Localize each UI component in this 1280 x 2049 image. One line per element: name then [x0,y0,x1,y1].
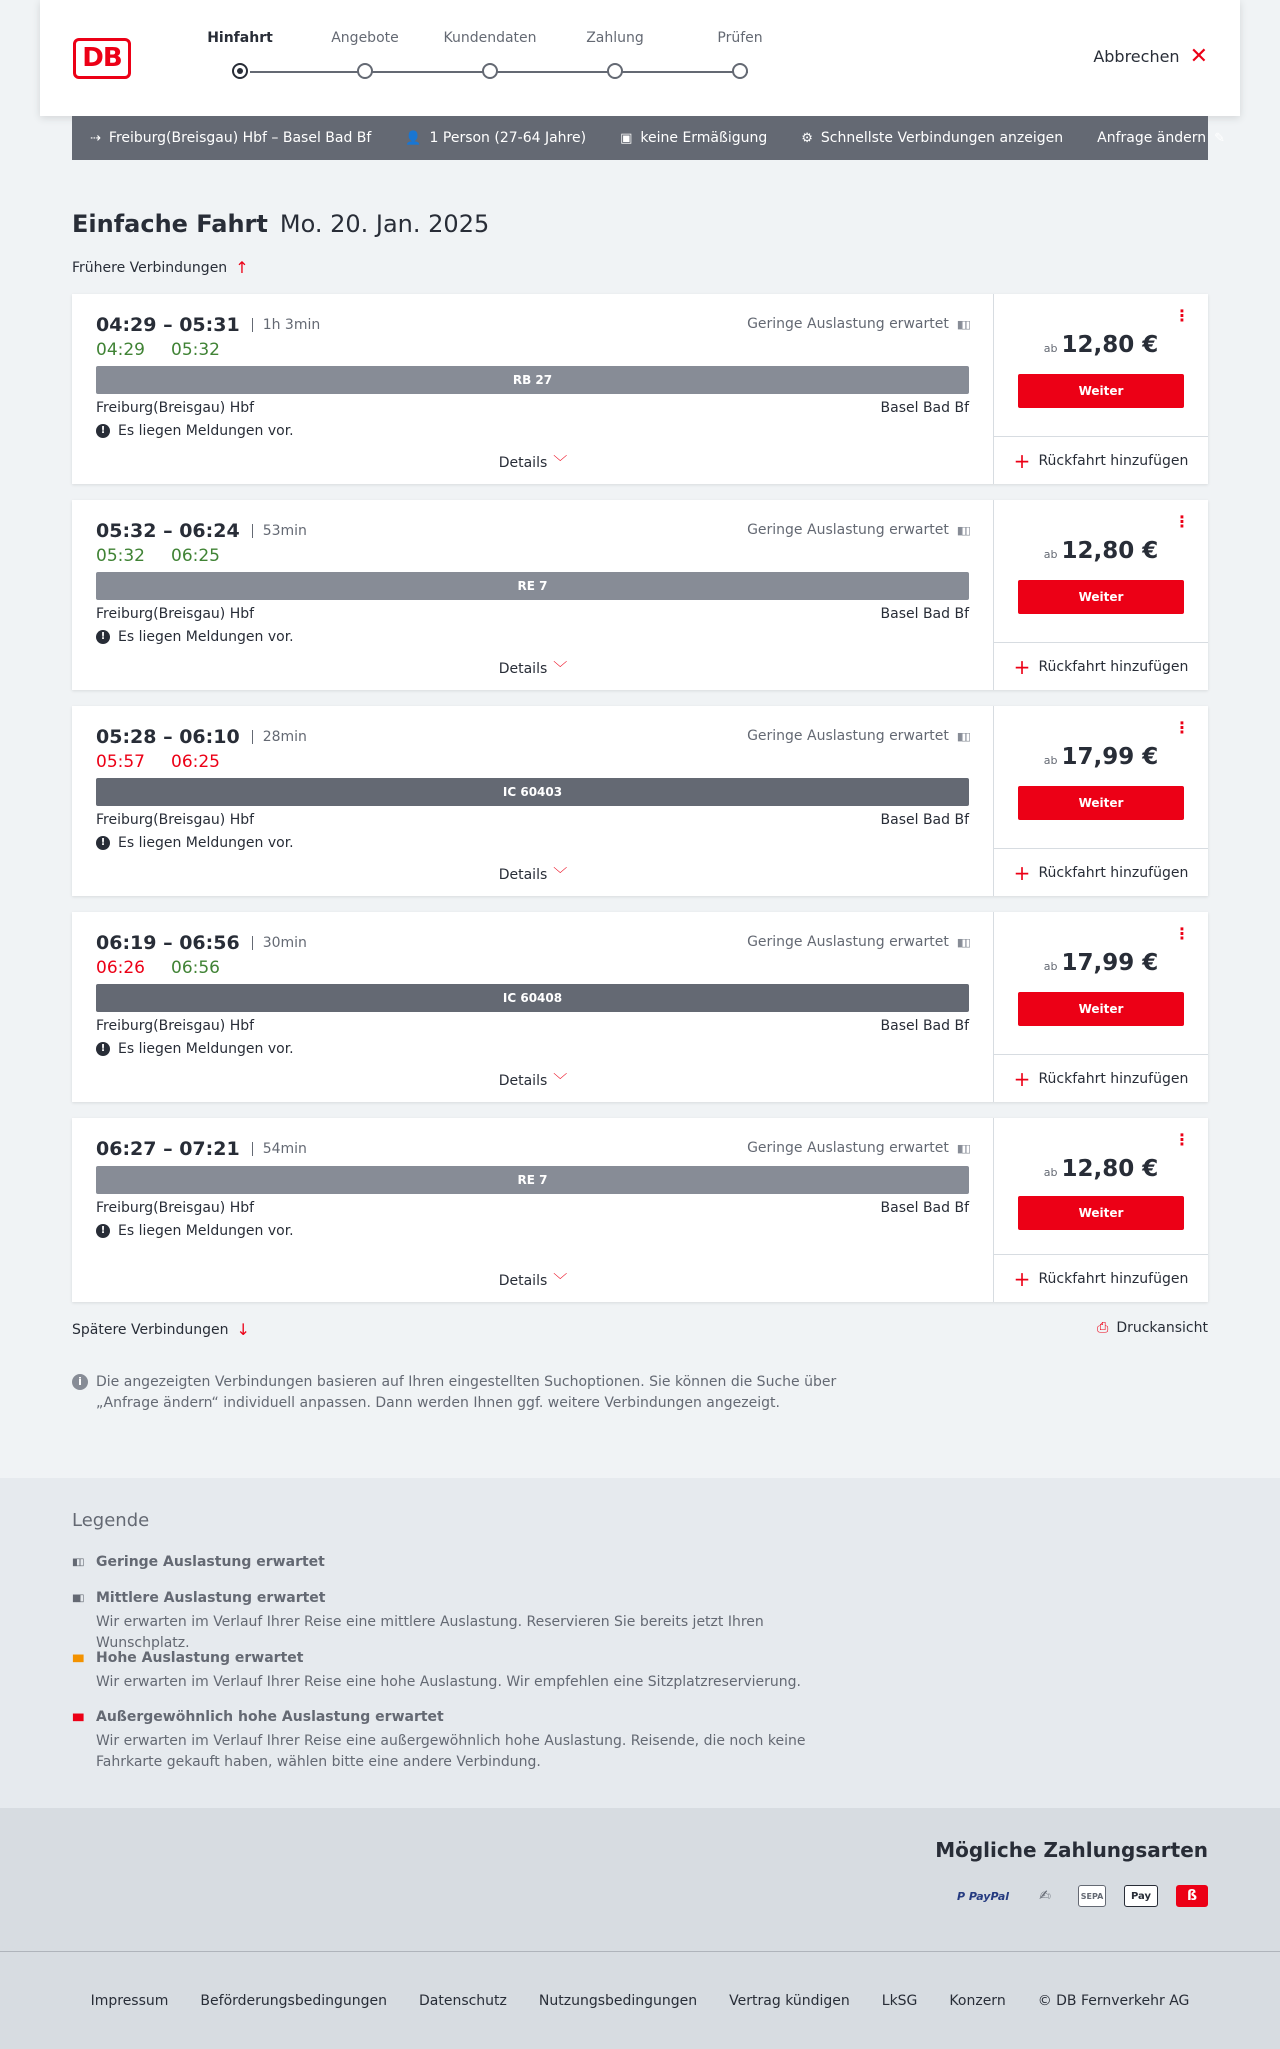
direct-debit-icon: ✍ [1039,1888,1051,1904]
scheduled-times-text: 06:27 – 07:21 [96,1138,240,1160]
legend-item [72,1590,852,1654]
low-load-icon: ▮▯▯ [956,317,969,331]
legend-item-head [72,1590,852,1606]
high-load-icon: ▮▮▮ [72,1652,83,1664]
connection-info [72,500,994,690]
stations [96,606,969,622]
low-load-icon: ▮▯▯ [956,935,969,949]
very-high-load-icon: ▮▮▮ [72,1711,83,1723]
card-icon: ▣ [620,130,633,146]
legend-item-desc: Wir erwarten im Verlauf Ihrer Reise eine außergewöhnlich hohe Auslastung. Reisende, die noch keine Fahrkarte gekauft haben, wählen bitte eine andere Verbindung. [96,1733,806,1770]
price-prefix: ab [1043,754,1058,767]
scheduled-times-text: 04:29 – 05:31 [96,314,240,336]
price-prefix: ab [1043,548,1058,561]
price-panel [994,294,1208,484]
origin-station: Freiburg(Breisgau) Hbf [96,1200,255,1216]
progress-stepper [180,30,820,90]
chevron-down-icon: ﹀ [553,1073,568,1089]
legend-item [72,1709,852,1773]
connection-info [72,912,994,1102]
legend-item-head [72,1650,852,1666]
connection-card [72,500,1208,690]
legend-item [72,1554,852,1570]
price-panel [994,706,1208,896]
apple-pay-icon: Pay [1124,1885,1158,1907]
step-label: Kundendaten [443,30,537,46]
add-return-button[interactable] [994,436,1208,484]
header [40,0,1240,116]
connection-card [72,706,1208,896]
price-value: 12,80 € [1061,1156,1159,1182]
stations [96,1018,969,1034]
trip-type-title: Einfache Fahrt [72,210,268,238]
step-kundendaten [430,30,550,79]
message-text: Es liegen Meldungen vor. [118,1041,294,1057]
realtime-arrival: 06:25 [171,752,220,772]
realtime-arrival: 06:25 [171,546,220,566]
scheduled-times-text: 05:32 – 06:24 [96,520,240,542]
origin-station: Freiburg(Breisgau) Hbf [96,812,255,828]
earlier-connections-label: Frühere Verbindungen [72,259,228,276]
route-summary[interactable] [90,130,371,146]
details-toggle[interactable] [72,658,994,678]
load-text: Geringe Auslastung erwartet [747,728,949,744]
sepa-icon: SEPA [1078,1885,1106,1907]
paypal-icon: P PayPal [956,1889,1010,1903]
weiter-button[interactable]: Weiter [1018,1196,1184,1230]
print-view-link[interactable] [1097,1320,1208,1336]
later-connections-link[interactable] [72,1320,250,1339]
footer-link-impressum[interactable]: Impressum [90,1992,169,2009]
price-prefix: ab [1043,342,1058,355]
cancel-button[interactable] [1093,43,1208,69]
change-request-label: Anfrage ändern [1097,130,1207,146]
destination-station: Basel Bad Bf [880,1018,969,1034]
route-arrow-icon: ⇢ [90,130,101,146]
footer-link-befoerderungsbedingungen[interactable]: Beförderungsbedingungen [200,1992,387,2009]
weiter-button[interactable]: Weiter [1018,992,1184,1026]
alert-icon: ! [96,1042,110,1056]
info-icon: i [72,1374,88,1390]
low-load-icon: ▮▯▯ [956,729,969,743]
price [994,950,1208,976]
stations [96,400,969,416]
add-return-label: Rückfahrt hinzufügen [1038,1070,1189,1087]
scheduled-times [96,520,307,542]
connection-card [72,1118,1208,1302]
duration: 30min [252,936,307,950]
price-value: 17,99 € [1061,744,1159,770]
duration: 1h 3min [252,318,321,332]
load-text: Geringe Auslastung erwartet [747,934,949,950]
route-text: Freiburg(Breisgau) Hbf – Basel Bad Bf [108,130,372,146]
scheduled-times-text: 05:28 – 06:10 [96,726,240,748]
load-indicator [747,522,969,538]
train-bar[interactable]: RE 7 [96,572,969,600]
footer-link-nutzungsbedingungen[interactable]: Nutzungsbedingungen [538,1992,698,2009]
realtime-arrival: 06:56 [171,958,220,978]
realtime-times [96,958,220,978]
origin-station: Freiburg(Breisgau) Hbf [96,606,255,622]
more-options-icon[interactable]: ⋮ [1174,924,1190,943]
footer-link-vertrag-kuendigen[interactable]: Vertrag kündigen [729,1992,850,2009]
price-prefix: ab [1043,1166,1058,1179]
duration: 28min [252,730,307,744]
message-notice [96,1223,294,1239]
details-toggle[interactable] [72,1270,994,1290]
legend-item-head [72,1709,852,1725]
realtime-times [96,546,220,566]
price [994,744,1208,770]
chevron-down-icon: ﹀ [553,661,568,677]
chevron-down-icon: ﹀ [553,455,568,471]
train-bar[interactable]: IC 60408 [96,984,969,1012]
chevron-down-icon: ﹀ [553,1273,568,1289]
arrow-down-icon: ↓ [236,1320,250,1339]
legend-item-desc: Wir erwarten im Verlauf Ihrer Reise eine mittlere Auslastung. Reservieren Sie bereits jetzt Ihren Wunschplatz. [96,1614,764,1651]
footer [0,1952,1280,2049]
more-options-icon[interactable]: ⋮ [1174,512,1190,531]
step-zahlung [555,30,675,79]
load-indicator [747,934,969,950]
option-text: Schnellste Verbindungen anzeigen [820,130,1064,146]
alert-icon: ! [96,836,110,850]
load-indicator [747,316,969,332]
discount-summary[interactable] [620,130,767,146]
later-connections-label: Spätere Verbindungen [72,1321,229,1338]
alert-icon: ! [96,424,110,438]
realtime-times [96,752,220,772]
duration: 53min [252,524,307,538]
duration: 54min [252,1142,307,1156]
footer-link-konzern[interactable]: Konzern [949,1992,1006,2009]
alert-icon: ! [96,630,110,644]
medium-load-icon: ▮▮▯ [72,1592,83,1604]
message-notice [96,835,294,851]
legend-item-title: Außergewöhnlich hohe Auslastung erwartet [96,1709,444,1725]
details-label: Details [498,867,548,883]
step-label: Angebote [331,30,399,46]
payment-title: Mögliche Zahlungsarten [935,1838,1208,1862]
close-icon: ✕ [1189,43,1208,69]
step-label: Hinfahrt [207,30,273,46]
connection-card [72,294,1208,484]
plus-icon: + [1013,1066,1031,1091]
earlier-connections-link[interactable] [72,258,249,277]
option-summary[interactable] [801,130,1063,146]
realtime-arrival: 05:32 [171,340,220,360]
weiter-button[interactable]: Weiter [1018,374,1184,408]
step-dot [232,63,248,79]
legend-item-head [72,1554,852,1570]
info-text: Die angezeigten Verbindungen basieren auf Ihren eingestellten Suchoptionen. Sie können die Suche über „Anfrage ändern“ individuell anpassen. Dann werden Ihnen ggf. weitere Verbindungen angezeigt. [96,1374,837,1411]
plus-icon: + [1013,654,1031,679]
scheduled-times [96,932,307,954]
message-text: Es liegen Meldungen vor. [118,423,294,439]
step-dot [607,63,623,79]
footer-link-lksg[interactable]: LkSG [881,1992,918,2009]
discount-text: keine Ermäßigung [640,130,768,146]
payment-icons [954,1885,1208,1907]
message-notice [96,423,294,439]
price [994,538,1208,564]
alert-icon: ! [96,1224,110,1238]
step-pruefen [680,30,800,79]
details-label: Details [498,661,548,677]
legend-item-desc: Wir erwarten im Verlauf Ihrer Reise eine hohe Auslastung. Wir empfehlen eine Sitzplatzreservierung. [96,1674,801,1690]
db-bonus-icon: ß [1176,1885,1208,1907]
change-request-button[interactable] [1097,130,1225,146]
add-return-button[interactable] [994,1254,1208,1302]
plus-icon: + [1013,860,1031,885]
realtime-departure: 06:26 [96,958,145,978]
person-icon: 👤 [405,130,422,146]
scheduled-times [96,1138,307,1160]
details-label: Details [498,1273,548,1289]
message-text: Es liegen Meldungen vor. [118,629,294,645]
stations [96,1200,969,1216]
add-return-label: Rückfahrt hinzufügen [1038,864,1189,881]
plus-icon: + [1013,448,1031,473]
weiter-button[interactable]: Weiter [1018,580,1184,614]
payment-methods-section [0,1808,1280,1952]
price-prefix: ab [1043,960,1058,973]
printer-icon: ⎙ [1097,1320,1109,1336]
settings-sliders-icon: ⚙ [801,130,813,146]
footer-link-datenschutz[interactable]: Datenschutz [418,1992,507,2009]
train-bar[interactable]: RE 7 [96,1166,969,1194]
stations [96,812,969,828]
add-return-label: Rückfahrt hinzufügen [1038,452,1189,469]
realtime-departure: 05:32 [96,546,145,566]
price-panel [994,1118,1208,1302]
page-title [72,210,489,238]
train-bar[interactable]: RB 27 [96,366,969,394]
load-text: Geringe Auslastung erwartet [747,1140,949,1156]
low-load-icon: ▮▯▯ [956,523,969,537]
message-notice [96,1041,294,1057]
price-panel [994,500,1208,690]
message-text: Es liegen Meldungen vor. [118,835,294,851]
details-toggle[interactable] [72,452,994,472]
message-text: Es liegen Meldungen vor. [118,1223,294,1239]
realtime-departure: 04:29 [96,340,145,360]
scheduled-times-text: 06:19 – 06:56 [96,932,240,954]
message-notice [96,629,294,645]
load-indicator [747,728,969,744]
step-dot [357,63,373,79]
more-options-icon[interactable]: ⋮ [1174,718,1190,737]
train-bar[interactable]: IC 60403 [96,778,969,806]
load-indicator [747,1140,969,1156]
scheduled-times [96,314,320,336]
realtime-departure: 05:57 [96,752,145,772]
more-options-icon[interactable]: ⋮ [1174,306,1190,325]
trip-date: Mo. 20. Jan. 2025 [279,210,490,238]
scheduled-times [96,726,307,748]
step-label: Prüfen [717,30,763,46]
print-view-label: Druckansicht [1116,1320,1208,1336]
low-load-icon: ▮▯▯ [956,1141,969,1155]
destination-station: Basel Bad Bf [880,1200,969,1216]
legend-item-title: Geringe Auslastung erwartet [96,1554,325,1570]
connection-info [72,706,994,896]
add-return-button[interactable] [994,1054,1208,1102]
connection-info [72,294,994,484]
connection-card [72,912,1208,1102]
legend-section [0,1478,1280,1808]
destination-station: Basel Bad Bf [880,400,969,416]
details-toggle[interactable] [72,864,994,884]
destination-station: Basel Bad Bf [880,812,969,828]
persons-summary[interactable] [405,130,586,146]
step-dot [732,63,748,79]
destination-station: Basel Bad Bf [880,606,969,622]
price-panel [994,912,1208,1102]
db-logo[interactable]: DB [73,38,131,79]
add-return-label: Rückfahrt hinzufügen [1038,1270,1189,1287]
info-notice [72,1372,852,1414]
load-text: Geringe Auslastung erwartet [747,316,949,332]
low-load-icon: ▮▯▯ [72,1556,83,1568]
origin-station: Freiburg(Breisgau) Hbf [96,400,255,416]
search-summary-bar [72,116,1226,160]
price-value: 12,80 € [1061,538,1159,564]
add-return-button[interactable] [994,848,1208,896]
pencil-icon: ✎ [1214,130,1226,146]
step-dot [482,63,498,79]
legend-item-title: Hohe Auslastung erwartet [96,1650,304,1666]
legend-item [72,1650,852,1693]
realtime-times [96,340,220,360]
plus-icon: + [1013,1266,1031,1291]
price [994,332,1208,358]
details-toggle[interactable] [72,1070,994,1090]
price-value: 12,80 € [1061,332,1159,358]
footer-copyright: © DB Fernverkehr AG [1037,1992,1190,2009]
load-text: Geringe Auslastung erwartet [747,522,949,538]
step-angebote [305,30,425,79]
add-return-label: Rückfahrt hinzufügen [1038,658,1189,675]
chevron-down-icon: ﹀ [553,867,568,883]
details-label: Details [498,455,548,471]
price [994,1156,1208,1182]
legend-item-title: Mittlere Auslastung erwartet [96,1590,326,1606]
details-label: Details [498,1073,548,1089]
more-options-icon[interactable]: ⋮ [1174,1130,1190,1149]
step-hinfahrt [180,30,300,79]
add-return-button[interactable] [994,642,1208,690]
legend-title: Legende [72,1510,150,1531]
weiter-button[interactable]: Weiter [1018,786,1184,820]
step-label: Zahlung [586,30,644,46]
origin-station: Freiburg(Breisgau) Hbf [96,1018,255,1034]
arrow-up-icon: ↑ [235,258,249,277]
connection-info [72,1118,994,1302]
price-value: 17,99 € [1061,950,1159,976]
cancel-label: Abbrechen [1093,47,1180,66]
persons-text: 1 Person (27-64 Jahre) [429,130,587,146]
